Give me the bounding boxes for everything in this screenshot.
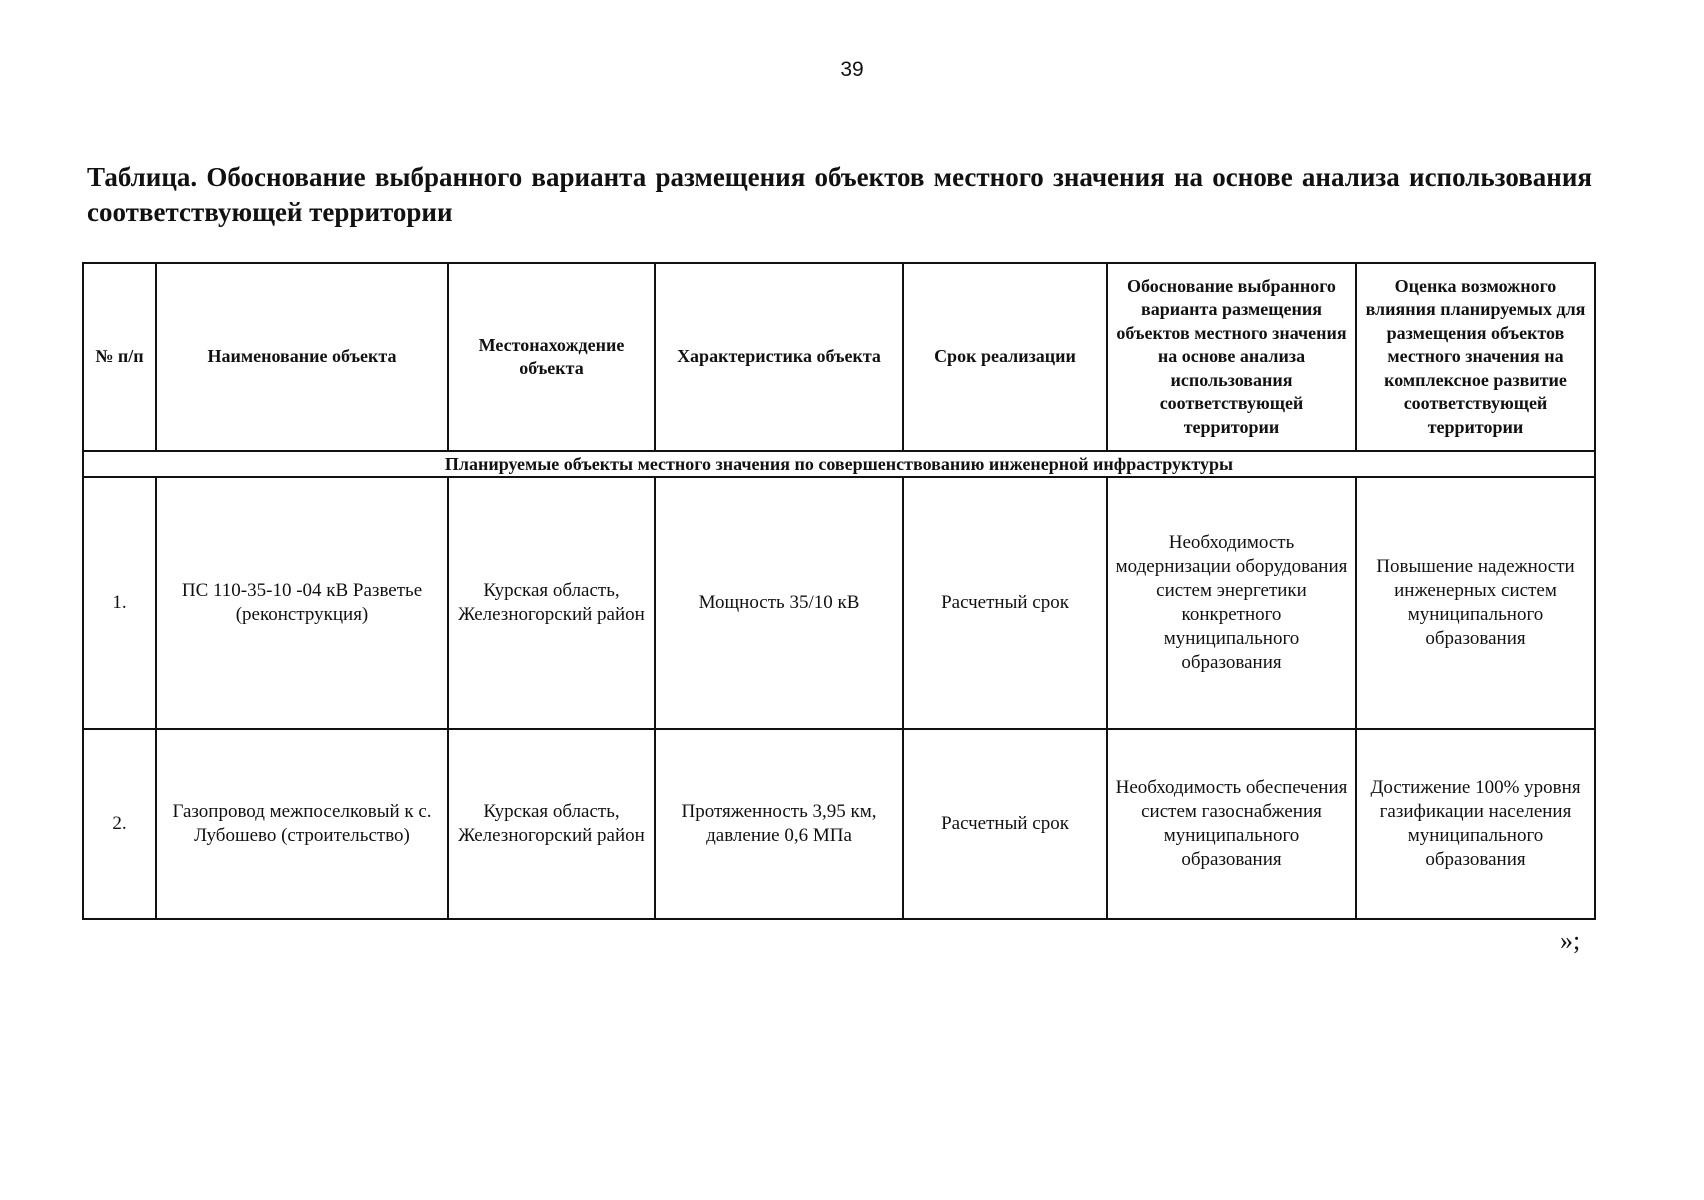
table-row [83, 477, 1595, 729]
cell-num: 2. [83, 729, 156, 919]
cell-characteristic: Протяженность 3,95 км, давление 0,6 МПа [655, 729, 903, 919]
cell-justification: Необходимость обеспечения систем газоснабжения муниципального образования [1107, 729, 1356, 919]
cell-name: Газопровод межпоселковый к с. Лубошево (строительство) [156, 729, 448, 919]
cell-term: Расчетный срок [903, 729, 1107, 919]
table-row [83, 729, 1595, 919]
header-characteristic: Характеристика объекта [655, 263, 903, 451]
page-number: 39 [840, 58, 864, 81]
cell-term: Расчетный срок [903, 477, 1107, 729]
section-row [83, 451, 1595, 477]
closing-quote-mark: »; [1560, 926, 1581, 955]
cell-name: ПС 110-35-10 -04 кВ Разветье (реконструкция) [156, 477, 448, 729]
header-row [83, 263, 1595, 451]
header-justification: Обоснование выбранного варианта размещения объектов местного значения на основе анализа использования соответствующей территории [1107, 263, 1356, 451]
header-impact: Оценка возможного влияния планируемых для размещения объектов местного значения на комплексное развитие соответствующей территории [1356, 263, 1595, 451]
header-term: Срок реализации [903, 263, 1107, 451]
section-title: Планируемые объекты местного значения по совершенствованию инженерной инфраструктуры [83, 451, 1595, 477]
cell-characteristic: Мощность 35/10 кВ [655, 477, 903, 729]
cell-num: 1. [83, 477, 156, 729]
cell-location: Курская область, Железногорский район [448, 477, 655, 729]
cell-impact: Достижение 100% уровня газификации населения муниципального образования [1356, 729, 1595, 919]
cell-impact: Повышение надежности инженерных систем муниципального образования [1356, 477, 1595, 729]
table-title: Таблица. Обоснование выбранного варианта размещения объектов местного значения на основе анализа использования соответствующей территории [87, 162, 1592, 227]
cell-location: Курская область, Железногорский район [448, 729, 655, 919]
header-location: Местонахождение объекта [448, 263, 655, 451]
cell-justification: Необходимость модернизации оборудования систем энергетики конкретного муниципального образования [1107, 477, 1356, 729]
header-name: Наименование объекта [156, 263, 448, 451]
header-num: № п/п [83, 263, 156, 451]
justification-table [82, 262, 1596, 920]
